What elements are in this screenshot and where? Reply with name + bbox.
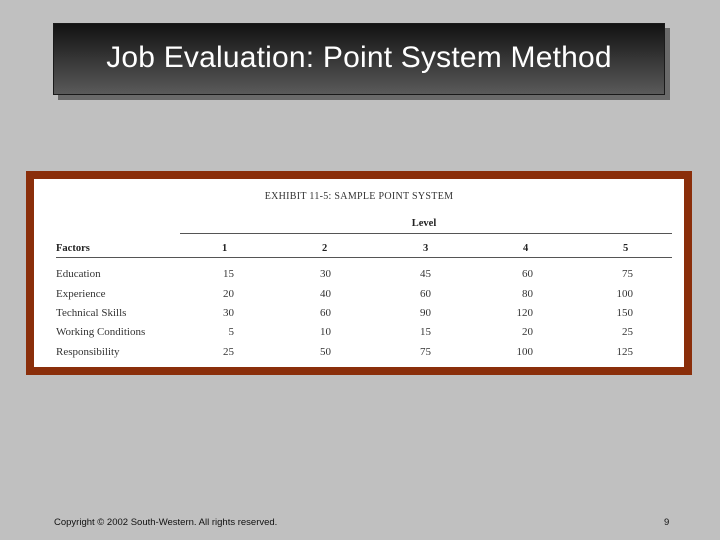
table-cell: 60: [320, 307, 331, 319]
factor-name: Education: [56, 268, 101, 280]
table-cell: 80: [522, 288, 533, 300]
table-cell: 25: [622, 326, 633, 338]
factors-header: Factors: [56, 243, 90, 254]
level-label: Level: [411, 218, 437, 229]
level-header-1: 1: [222, 243, 228, 254]
level-header-4: 4: [523, 243, 529, 254]
factor-name: Responsibility: [56, 346, 120, 358]
title-banner: [53, 23, 665, 95]
copyright-text: Copyright © 2002 South-Western. All rights reserved.: [54, 517, 278, 528]
table-cell: 30: [223, 307, 234, 319]
table-cell: 120: [516, 307, 533, 319]
level-header-3: 3: [423, 243, 429, 254]
exhibit-frame: [26, 171, 692, 375]
table-cell: 40: [320, 288, 331, 300]
exhibit-table: [34, 179, 684, 367]
table-cell: 10: [320, 326, 331, 338]
table-cell: 15: [420, 326, 431, 338]
table-cell: 100: [516, 346, 533, 358]
table-cell: 125: [616, 346, 633, 358]
factor-name: Experience: [56, 288, 106, 300]
exhibit-title: EXHIBIT 11-5: SAMPLE POINT SYSTEM: [264, 191, 454, 202]
table-cell: 20: [522, 326, 533, 338]
table-cell: 150: [616, 307, 633, 319]
table-cell: 60: [420, 288, 431, 300]
table-cell: 30: [320, 268, 331, 280]
table-cell: 75: [420, 346, 431, 358]
table-cell: 45: [420, 268, 431, 280]
level-divider: [180, 233, 672, 234]
factor-name: Working Conditions: [56, 326, 146, 338]
table-cell: 15: [223, 268, 234, 280]
table-cell: 5: [228, 326, 234, 338]
factor-name: Technical Skills: [56, 307, 127, 319]
level-header-5: 5: [623, 243, 629, 254]
header-divider: [56, 257, 672, 258]
level-header-2: 2: [322, 243, 328, 254]
table-cell: 20: [223, 288, 234, 300]
table-cell: 60: [522, 268, 533, 280]
table-cell: 25: [223, 346, 234, 358]
table-cell: 75: [622, 268, 633, 280]
table-cell: 50: [320, 346, 331, 358]
slide-title: Job Evaluation: Point System Method: [106, 41, 612, 74]
page-number: 9: [664, 517, 670, 528]
table-cell: 90: [420, 307, 431, 319]
table-cell: 100: [616, 288, 633, 300]
